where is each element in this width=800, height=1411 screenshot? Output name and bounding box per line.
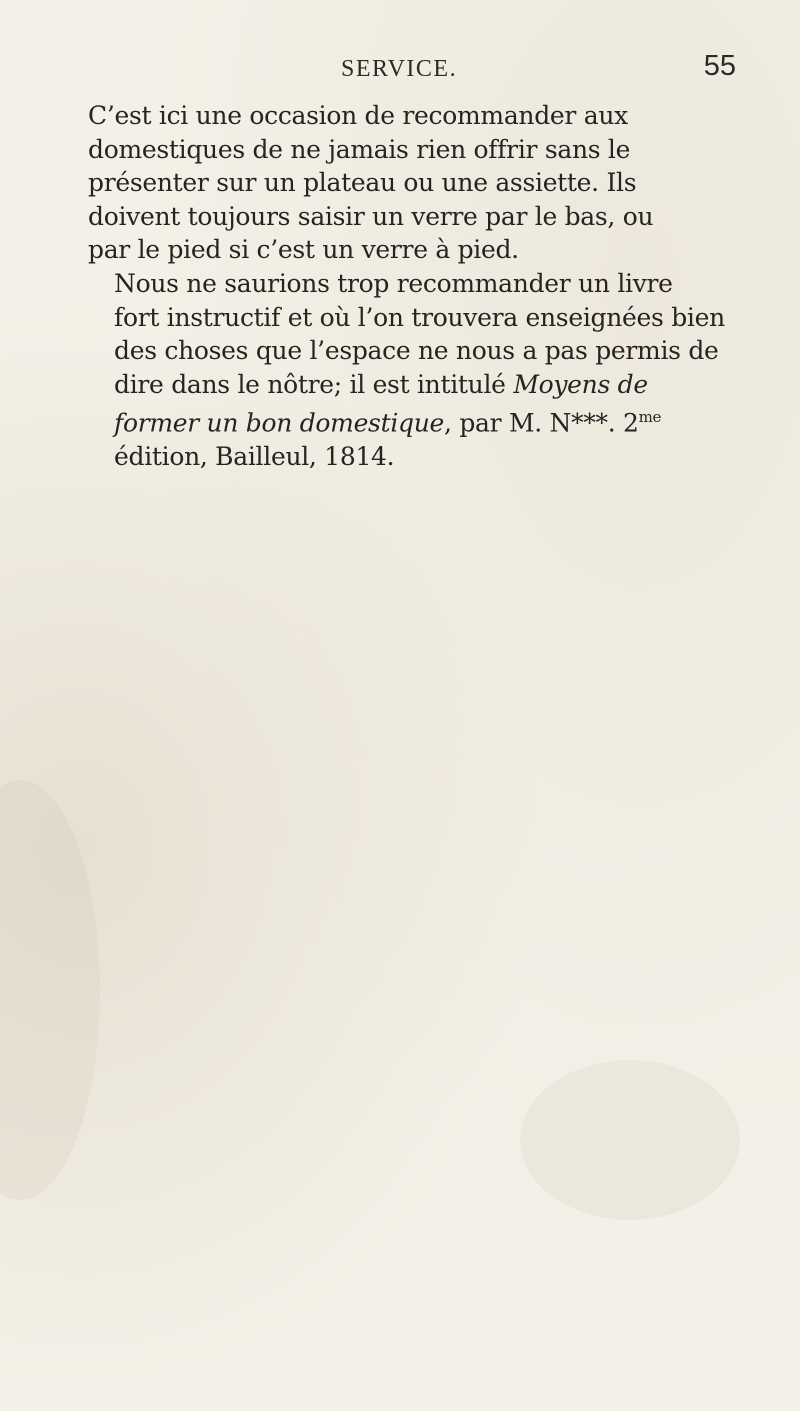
page-header xyxy=(88,50,736,90)
text-line xyxy=(88,401,736,440)
text-line: par le pied si c’est un verre à pied. xyxy=(88,235,519,265)
body-text xyxy=(88,99,736,474)
text-line: édition, Bailleul, 1814. xyxy=(114,442,395,472)
text-line: des choses que l’espace ne nous a pas permis de xyxy=(114,336,719,366)
paper-stain xyxy=(520,1060,740,1220)
book-title-continued: former un bon domestique xyxy=(114,408,445,438)
text-line: fort instructif et où l’on trouvera enseignées bien xyxy=(114,302,725,332)
text-line: domestiques de ne jamais rien offrir sans le xyxy=(88,134,631,164)
running-head: SERVICE. xyxy=(341,56,458,82)
text-line: C’est ici une occasion de recommander aux xyxy=(88,101,628,130)
paragraph-service-advice xyxy=(88,99,736,267)
text-fragment: dire dans le nôtre; il est intitulé xyxy=(114,369,514,399)
paragraph-book-recommendation xyxy=(88,267,736,474)
text-line: doivent toujours saisir un verre par le bas, ou xyxy=(88,201,654,231)
text-fragment: , par M. N***. 2 xyxy=(444,408,639,438)
page-number: 55 xyxy=(703,50,736,82)
text-line xyxy=(88,368,736,402)
text-line: Nous ne saurions trop recommander un livre xyxy=(114,268,673,298)
text-line: présenter sur un plateau ou une assiette. Ils xyxy=(88,168,637,198)
edition-superscript: me xyxy=(638,408,662,427)
book-title: Moyens de xyxy=(513,369,648,399)
paper-stain xyxy=(0,780,100,1200)
